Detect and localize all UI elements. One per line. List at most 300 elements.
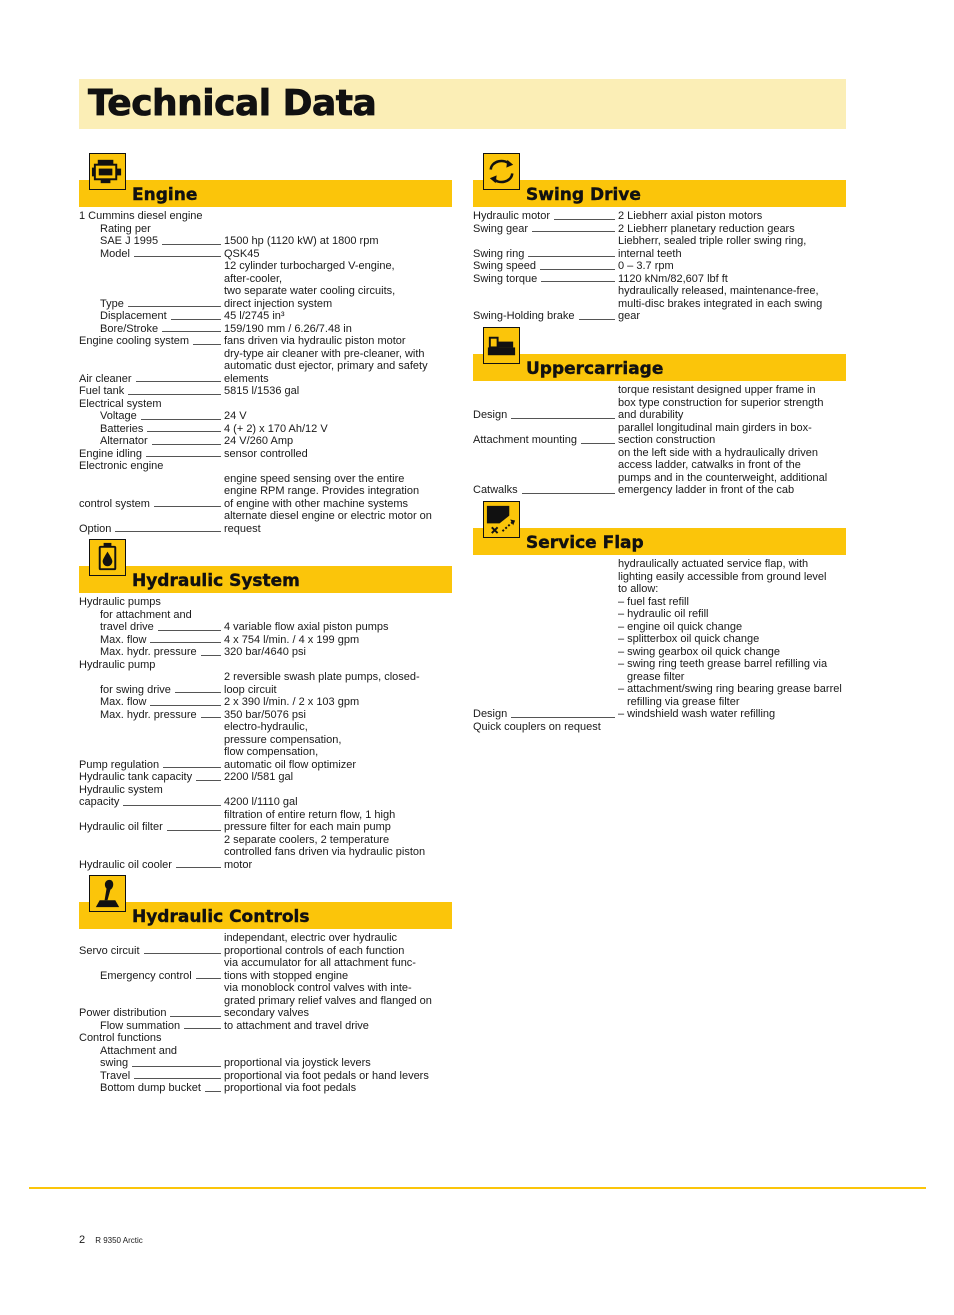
spec-label [473, 285, 618, 323]
spec-value-line: 5815 l/1536 gal [224, 385, 300, 397]
spec-value-line: internal teeth [618, 247, 682, 260]
spec-row [79, 809, 452, 834]
uppercarriage-icon [483, 327, 520, 364]
spec-value-line: hydraulically released, maintenance-free, [618, 285, 819, 297]
section-uppercarriage [473, 327, 846, 497]
footer-divider [29, 1187, 926, 1189]
spec-list [79, 210, 452, 535]
spec-label [473, 235, 618, 260]
spec-row [79, 423, 452, 436]
spec-row [79, 398, 452, 411]
leader-line [147, 431, 221, 432]
spec-value-line: independant, electric over hydraulic [224, 932, 398, 944]
leader-line [511, 418, 615, 419]
spec-value-line: lighting easily accessible from ground level [618, 570, 827, 583]
spec-value [618, 235, 846, 260]
spec-list [473, 384, 846, 497]
spec-label [79, 335, 224, 348]
document-name: R 9350 Arctic [95, 1236, 143, 1245]
spec-value-line: 45 l/2745 in³ [224, 310, 285, 322]
leader-line [132, 1066, 221, 1067]
section-hydraulic-controls [79, 875, 452, 1095]
leader-line [541, 281, 615, 282]
spec-label-text: Hydraulic oil filter [79, 821, 163, 833]
spec-value [224, 621, 452, 634]
spec-label-text: Max. flow [100, 696, 147, 708]
spec-label [79, 310, 224, 323]
spec-row [79, 1057, 452, 1070]
leader-line [158, 630, 221, 631]
spec-row [79, 982, 452, 1020]
spec-label-text: Bottom dump bucket [100, 1082, 201, 1094]
spec-value-line: proportional via foot pedals [224, 1082, 357, 1094]
spec-row [473, 558, 846, 721]
spec-value-line: engine RPM range. Provides integration [224, 485, 420, 497]
spec-label [79, 510, 224, 535]
spec-label-text: Fuel tank [79, 385, 125, 397]
list-item: – swing gearbox oil quick change [618, 645, 781, 658]
spec-value-line: to allow: [618, 583, 659, 595]
spec-label-text: Control functions [79, 1032, 162, 1044]
spec-row [79, 323, 452, 336]
spec-row [79, 659, 452, 672]
spec-label-text: Quick couplers on request [473, 720, 601, 733]
spec-row [79, 609, 452, 622]
spec-label-text: Type [100, 297, 124, 310]
leader-line [150, 642, 221, 643]
leader-line [154, 506, 221, 507]
spec-label-text: Displacement [100, 310, 167, 322]
spec-value-line: pressure compensation, [224, 733, 342, 746]
spec-label [79, 248, 224, 261]
spec-value-line: access ladder, catwalks in front of the [618, 459, 801, 471]
spec-value [224, 310, 452, 323]
spec-value-line: request [224, 522, 261, 535]
spec-value-line: 2 Liebherr axial piston motors [618, 210, 763, 222]
spec-value-line: engine speed sensing over the entire [224, 472, 405, 485]
spec-value-line: 4 (+ 2) x 170 Ah/12 V [224, 422, 328, 435]
spec-label-text: Hydraulic oil cooler [79, 858, 172, 871]
spec-value-line: 159/190 mm / 6.26/7.48 in [224, 322, 352, 335]
spec-label [79, 646, 224, 659]
leader-line [201, 717, 221, 718]
section-hydraulic-system [79, 539, 452, 871]
leader-line [193, 344, 221, 345]
service-flap-icon [483, 501, 520, 538]
spec-row [473, 260, 846, 273]
spec-label [79, 348, 224, 386]
spec-label [79, 796, 224, 809]
spec-label-text: Power distribution [79, 1007, 167, 1019]
spec-row [473, 285, 846, 323]
section-header [79, 875, 452, 929]
spec-value-line: controlled fans driven via hydraulic piston [224, 846, 426, 858]
spec-label [79, 982, 224, 1020]
list-item: – fuel fast refill [618, 595, 689, 608]
spec-label-text: Rating per [100, 222, 151, 235]
leader-line [162, 331, 221, 332]
spec-label-text: Flow summation [100, 1019, 181, 1032]
spec-value [224, 348, 452, 386]
list-item: – hydraulic oil refill [618, 608, 709, 620]
spec-label-text: Voltage [100, 410, 137, 422]
spec-value-line: dry-type air cleaner with pre-cleaner, with [224, 347, 425, 360]
spec-label-text: Model [100, 247, 130, 260]
spec-label [473, 273, 618, 286]
spec-row [79, 410, 452, 423]
spec-label-text: Attachment mounting [473, 434, 577, 446]
leader-line [579, 319, 616, 320]
section-header [473, 501, 846, 555]
spec-list [79, 932, 452, 1095]
spec-label [79, 410, 224, 423]
leader-line [532, 231, 615, 232]
spec-value-line: 1500 hp (1120 kW) at 1800 rpm [224, 235, 379, 247]
spec-row [79, 932, 452, 957]
leader-line [511, 717, 615, 718]
spec-label [79, 634, 224, 647]
spec-value [224, 385, 452, 398]
spec-label-text: Swing ring [473, 247, 525, 260]
leader-line [128, 306, 221, 307]
spec-value [618, 285, 846, 323]
spec-row [79, 235, 452, 248]
spec-label [79, 448, 224, 461]
spec-value-line: of engine with other machine systems [224, 497, 409, 510]
spec-row [79, 1032, 452, 1045]
spec-value [224, 410, 452, 423]
spec-value [224, 671, 452, 696]
spec-label-text: Emergency control [100, 969, 192, 982]
spec-row [79, 435, 452, 448]
spec-value-line: 2 reversible swash plate pumps, closed- [224, 671, 420, 683]
leader-line [176, 867, 221, 868]
spec-row [473, 235, 846, 260]
spec-value [224, 335, 452, 348]
section-service-flap [473, 501, 846, 733]
spec-value [224, 435, 452, 448]
spec-label [79, 596, 224, 609]
leader-line [167, 830, 221, 831]
spec-label [79, 385, 224, 398]
spec-label-text: Servo circuit [79, 944, 140, 957]
spec-label-text: Option [79, 522, 112, 535]
spec-value-line: multi-disc brakes integrated in each swing [618, 297, 823, 310]
leader-line [205, 1091, 221, 1092]
spec-value-line: electro-hydraulic, [224, 721, 308, 733]
spec-label [79, 1020, 224, 1033]
page-title: Technical Data [88, 83, 377, 124]
leader-line [522, 493, 615, 494]
spec-label [79, 709, 224, 722]
spec-value-line: on the left side with a hydraulically driven [618, 446, 818, 459]
spec-value [224, 323, 452, 336]
spec-value-line: 2 Liebherr planetary reduction gears [618, 222, 795, 235]
spec-value-line: proportional via joystick levers [224, 1057, 371, 1069]
spec-value-line: 24 V [224, 410, 247, 422]
spec-row [79, 596, 452, 609]
spec-value-line: tions with stopped engine [224, 969, 349, 982]
leader-line [196, 978, 221, 979]
spec-value-line: loop circuit [224, 683, 277, 696]
spec-label [79, 323, 224, 336]
section-header [79, 153, 452, 207]
spec-value-line: via monoblock control valves with inte- [224, 982, 412, 994]
leader-line [171, 319, 221, 320]
list-item: – engine oil quick change [618, 620, 743, 633]
spec-value [618, 273, 846, 286]
spec-row [79, 696, 452, 709]
section-swing-drive [473, 153, 846, 323]
spec-row [473, 210, 846, 223]
spec-label-text: Bore/Stroke [100, 322, 159, 335]
spec-value-line: QSK45 [224, 247, 260, 260]
section-title: Hydraulic System [132, 571, 300, 591]
spec-label-text: swing [100, 1057, 129, 1069]
spec-value [224, 423, 452, 436]
spec-label [79, 621, 224, 634]
spec-label [473, 558, 618, 721]
leader-line [152, 444, 221, 445]
list-item: – attachment/swing ring bearing grease barrel refilling via grease filter [618, 683, 842, 708]
spec-label-text: Hydraulic system [79, 783, 163, 796]
spec-label-text: SAE J 1995 [100, 235, 159, 247]
spec-row [79, 460, 452, 473]
spec-label-text: Hydraulic motor [473, 210, 551, 222]
spec-label [79, 398, 224, 411]
spec-label-text: Design [473, 409, 508, 421]
spec-value [224, 473, 452, 511]
spec-label-text: Air cleaner [79, 372, 132, 385]
spec-value-line: hydraulically actuated service flap, with [618, 558, 809, 570]
spec-label [79, 609, 224, 622]
spec-row [79, 260, 452, 310]
spec-value-line: 0 – 3.7 rpm [618, 260, 674, 272]
spec-row [79, 709, 452, 722]
spec-label-text: Batteries [100, 422, 144, 435]
leader-line [528, 256, 615, 257]
spec-value [618, 422, 846, 447]
section-title: Hydraulic Controls [132, 907, 310, 927]
spec-row [79, 634, 452, 647]
spec-label [79, 696, 224, 709]
joystick-icon [89, 875, 126, 912]
spec-value-line: after-cooler, [224, 272, 283, 285]
spec-label [79, 423, 224, 436]
spec-value [618, 384, 846, 422]
page-number: 2 [79, 1234, 86, 1246]
spec-value [224, 696, 452, 709]
spec-value-line: fans driven via hydraulic piston motor [224, 335, 406, 347]
spec-label [79, 834, 224, 872]
spec-value [224, 248, 452, 261]
spec-label-text: Hydraulic pump [79, 658, 156, 671]
spec-label [79, 957, 224, 982]
spec-label-text: capacity [79, 796, 120, 808]
spec-label [473, 384, 618, 422]
spec-label-text: Swing speed [473, 260, 536, 272]
spec-value-line: 12 cylinder turbocharged V-engine, [224, 260, 395, 272]
spec-row [473, 447, 846, 497]
spec-label [79, 721, 224, 771]
leader-line [134, 256, 221, 257]
leader-line [196, 780, 221, 781]
spec-label-text: Swing torque [473, 272, 538, 285]
spec-label-text: Electrical system [79, 397, 162, 410]
spec-label [79, 932, 224, 957]
leader-line [184, 1028, 221, 1029]
list-item: – windshield wash water refilling [618, 708, 776, 720]
spec-label-text: Travel [100, 1069, 131, 1082]
leader-line [163, 767, 221, 768]
spec-value [224, 609, 452, 622]
spec-label [79, 473, 224, 511]
spec-label [473, 260, 618, 273]
spec-value-line: 2200 l/581 gal [224, 771, 294, 783]
leader-line [554, 219, 615, 220]
leader-line [141, 419, 221, 420]
spec-value [224, 646, 452, 659]
spec-list [473, 210, 846, 323]
spec-value [224, 809, 452, 834]
spec-value [224, 398, 452, 411]
page-title-bar [79, 79, 846, 129]
spec-value-line: box type construction for superior strength [618, 396, 824, 409]
spec-value-line: automatic dust ejector, primary and safety [224, 360, 428, 372]
spec-row [79, 771, 452, 784]
spec-row [79, 621, 452, 634]
leader-line [162, 244, 221, 245]
spec-row [79, 310, 452, 323]
spec-row [79, 721, 452, 771]
spec-value [224, 834, 452, 872]
spec-value-line: emergency ladder in front of the cab [618, 484, 795, 496]
spec-row [79, 223, 452, 236]
spec-value [224, 460, 452, 473]
spec-label [79, 809, 224, 834]
spec-row [473, 223, 846, 236]
spec-value [618, 210, 846, 223]
spec-label [79, 235, 224, 248]
spec-value-line: pressure filter for each main pump [224, 821, 391, 833]
spec-value-line: direct injection system [224, 297, 333, 310]
section-title: Service Flap [526, 533, 644, 553]
spec-value [224, 784, 452, 797]
spec-label [79, 260, 224, 310]
spec-value [224, 260, 452, 310]
spec-value [618, 223, 846, 236]
spec-label [79, 659, 224, 672]
spec-row [79, 385, 452, 398]
section-title: Swing Drive [526, 185, 641, 205]
spec-value [224, 448, 452, 461]
spec-label-text: Hydraulic tank capacity [79, 771, 193, 783]
spec-value-line: 320 bar/4640 psi [224, 646, 306, 658]
leader-line [150, 705, 221, 706]
spec-value-line: 350 bar/5076 psi [224, 708, 306, 721]
spec-row [79, 646, 452, 659]
spec-value-line: 2 separate coolers, 2 temperature [224, 833, 390, 846]
spec-value [618, 558, 846, 721]
spec-label [473, 422, 618, 447]
footer [79, 1234, 143, 1246]
spec-value [224, 596, 452, 609]
spec-row [79, 957, 452, 982]
spec-label-text: Hydraulic pumps [79, 596, 161, 608]
spec-label-text: Engine idling [79, 447, 142, 460]
spec-label-text: 1 Cummins diesel engine [79, 210, 203, 222]
spec-value-line: 4200 l/1110 gal [224, 796, 298, 808]
leader-line [201, 655, 221, 656]
section-header [473, 153, 846, 207]
leader-line [123, 805, 221, 806]
spec-label [79, 435, 224, 448]
oil-can-icon [89, 539, 126, 576]
spec-label [473, 223, 618, 236]
spec-value [224, 932, 452, 957]
spec-label-text: travel drive [100, 621, 154, 633]
spec-value [224, 210, 452, 223]
spec-row [473, 422, 846, 447]
spec-value [618, 260, 846, 273]
spec-value [224, 709, 452, 722]
spec-value-line: filtration of entire return flow, 1 high [224, 808, 396, 821]
spec-label [473, 721, 618, 734]
spec-label [473, 210, 618, 223]
spec-label-text: for swing drive [100, 683, 171, 696]
spec-label [473, 447, 618, 497]
rotation-arrows-icon [483, 153, 520, 190]
spec-row [79, 348, 452, 386]
spec-label [79, 460, 224, 473]
spec-label [79, 1082, 224, 1095]
spec-value-line: gear [618, 310, 641, 322]
spec-value [224, 957, 452, 982]
spec-value-line: and durability [618, 409, 684, 421]
spec-value-line: automatic oil flow optimizer [224, 758, 357, 771]
spec-list [79, 596, 452, 871]
spec-value-line: two separate water cooling circuits, [224, 285, 396, 297]
spec-row [79, 210, 452, 223]
spec-row [79, 510, 452, 535]
spec-label-text: Attachment and [100, 1044, 178, 1057]
spec-row [79, 473, 452, 511]
spec-row [79, 1082, 452, 1095]
section-title: Engine [132, 185, 198, 205]
spec-value [224, 1070, 452, 1083]
spec-value [618, 447, 846, 497]
spec-value-line: alternate diesel engine or electric motor on [224, 510, 432, 522]
list-item: – swing ring teeth grease barrel refilling via grease filter [618, 658, 828, 683]
leader-line [134, 1078, 221, 1079]
spec-value-line: 24 V/260 Amp [224, 435, 294, 447]
spec-row [79, 796, 452, 809]
spec-value [224, 1045, 452, 1058]
spec-row [79, 248, 452, 261]
spec-value [224, 796, 452, 809]
spec-value [224, 1020, 452, 1033]
spec-value-line: motor [224, 858, 253, 871]
spec-value-line: via accumulator for all attachment func- [224, 957, 416, 969]
spec-value [618, 721, 846, 734]
spec-label-text: Max. hydr. pressure [100, 708, 197, 721]
section-header [473, 327, 846, 381]
spec-label-text: Swing-Holding brake [473, 310, 575, 322]
spec-value [224, 1082, 452, 1095]
spec-row [79, 671, 452, 696]
spec-value-line: Liebherr, sealed triple roller swing ring, [618, 235, 807, 247]
spec-value [224, 982, 452, 1020]
